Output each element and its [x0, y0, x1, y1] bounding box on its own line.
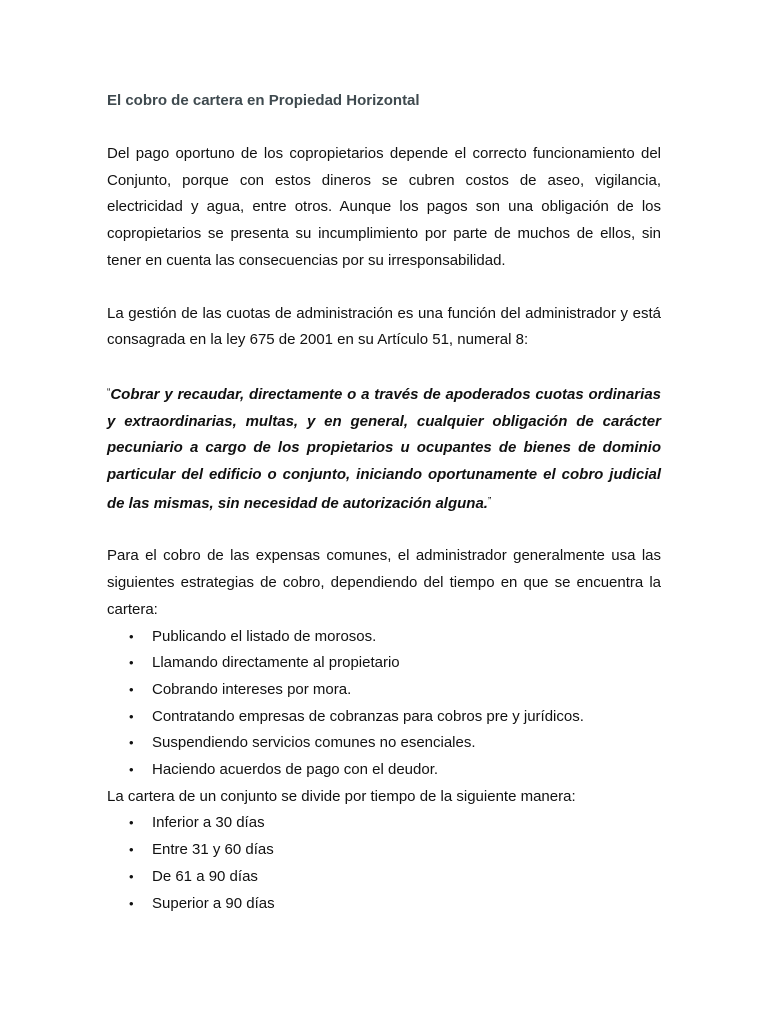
- list-item: [127, 891, 661, 918]
- list-item: [127, 650, 661, 677]
- law-quote: [107, 380, 661, 518]
- bullet-icon: •: [129, 628, 134, 644]
- strategies-list: [107, 624, 661, 784]
- paragraph-intro: Del pago oportuno de los copropietarios depende el correcto funcionamiento del Conjunto, porque con estos dineros se cubren costos de aseo, vigilancia, electricidad y agua, entre otros. Aunque los pagos son una obligación de los copropietarios se presenta su incumplimiento por parte de muchos de ellos, sin tener en cuenta las consecuencias por su irresponsabilidad.: [107, 145, 661, 269]
- quote-open-mark: “: [107, 386, 111, 398]
- list-item: [127, 810, 661, 837]
- list-item: [127, 677, 661, 704]
- list-item: [127, 757, 661, 784]
- bullet-icon: •: [129, 681, 134, 697]
- list-item: [127, 864, 661, 891]
- bullet-icon: •: [129, 655, 134, 671]
- list-item: [127, 624, 661, 651]
- periods-list: [107, 810, 661, 917]
- list-item-text: De 61 a 90 días: [152, 867, 258, 885]
- bullet-icon: •: [129, 762, 134, 778]
- list-item-text: Llamando directamente al propietario: [152, 654, 400, 672]
- bullet-icon: •: [129, 815, 134, 831]
- bullet-icon: •: [129, 895, 134, 911]
- paragraph-periods-intro: La cartera de un conjunto se divide por tiempo de la siguiente manera:: [107, 787, 576, 805]
- list-item-text: Inferior a 30 días: [152, 814, 265, 832]
- list-item-text: Superior a 90 días: [152, 894, 275, 912]
- document-page: [107, 88, 661, 917]
- bullet-icon: •: [129, 735, 134, 751]
- list-item-text: Entre 31 y 60 días: [152, 841, 274, 859]
- quote-close-mark: ”: [487, 495, 492, 507]
- bullet-icon: •: [129, 842, 134, 858]
- list-item-text: Contratando empresas de cobranzas para cobros pre y jurídicos.: [152, 707, 584, 725]
- list-item: [127, 730, 661, 757]
- paragraph-law-reference: La gestión de las cuotas de administración es una función del administrador y está consagrada en la ley 675 de 2001 en su Artículo 51, numeral 8:: [107, 304, 661, 349]
- bullet-icon: •: [129, 868, 134, 884]
- list-item-text: Suspendiendo servicios comunes no esenciales.: [152, 734, 476, 752]
- list-item: [127, 837, 661, 864]
- paragraph-strategies-intro: Para el cobro de las expensas comunes, el administrador generalmente usa las siguientes estrategias de cobro, dependiendo del tiempo en que se encuentra la cartera:: [107, 547, 661, 618]
- list-item: [127, 704, 661, 731]
- list-item-text: Haciendo acuerdos de pago con el deudor.: [152, 761, 439, 779]
- list-item-text: Publicando el listado de morosos.: [152, 627, 377, 645]
- list-item-text: Cobrando intereses por mora.: [152, 680, 352, 698]
- law-quote-text: Cobrar y recaudar, directamente o a través de apoderados cuotas ordinarias y extraordinarias, multas, y en general, cualquier obligación de carácter pecuniario a cargo de los propietarios u ocupantes de bienes de dominio particular del edificio o conjunto, iniciando oportunamente el cobro judicial de las mismas, sin necesidad de autorización alguna.: [107, 385, 661, 512]
- document-title: El cobro de cartera en Propiedad Horizontal: [107, 92, 420, 109]
- bullet-icon: •: [129, 708, 134, 724]
